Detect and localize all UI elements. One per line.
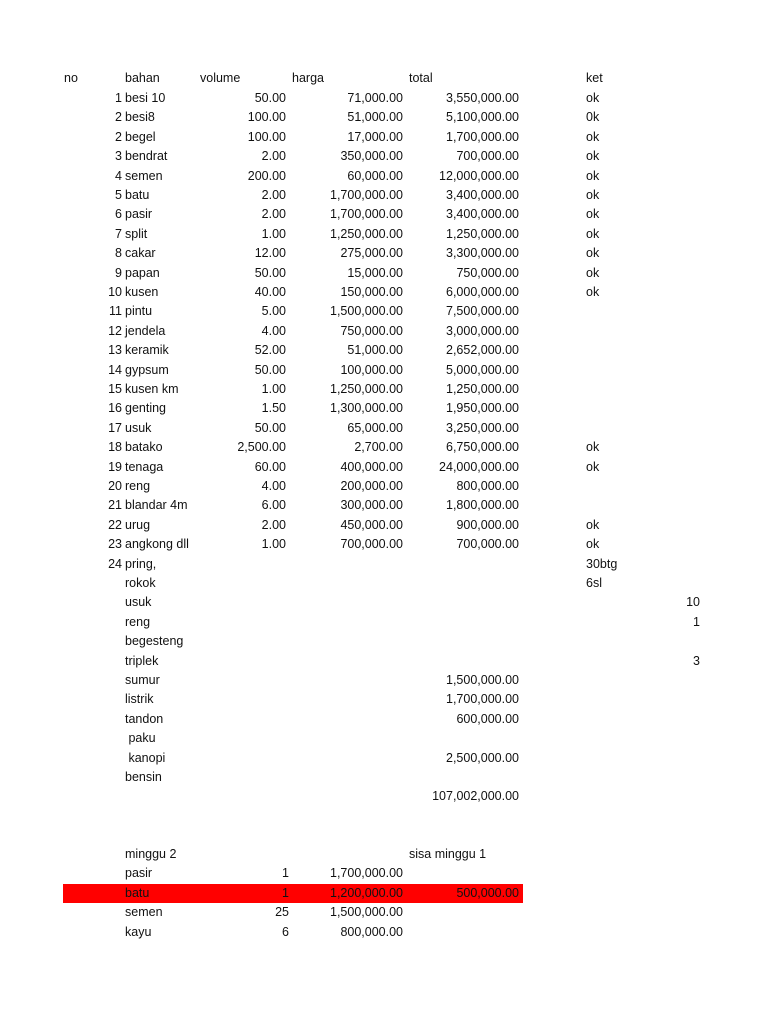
row-harga: 71,000.00: [347, 91, 403, 105]
row-total: 6,000,000.00: [446, 285, 519, 299]
row-harga: 15,000.00: [347, 266, 403, 280]
row-harga: 300,000.00: [340, 498, 403, 512]
row-ket: ok: [586, 537, 600, 551]
row-no: 22: [108, 518, 122, 532]
row-volume: 50.00: [254, 91, 286, 105]
row-total: 2,500,000.00: [446, 751, 519, 765]
row-no: 2: [115, 130, 122, 144]
row-volume: 2,500.00: [237, 440, 286, 454]
row-harga: 100,000.00: [340, 363, 403, 377]
row-ket: ok: [586, 460, 600, 474]
week2-bahan: pasir: [125, 866, 153, 880]
row-no: 19: [108, 460, 122, 474]
header-bahan: bahan: [125, 71, 160, 85]
row-total: 3,300,000.00: [446, 246, 519, 260]
row-ket: ok: [586, 130, 600, 144]
row-no: 4: [115, 169, 122, 183]
row-harga: 1,700,000.00: [330, 188, 403, 202]
row-bahan: split: [125, 227, 148, 241]
row-ket: ok: [586, 207, 600, 221]
row-ket: ok: [586, 266, 600, 280]
row-ket: ok: [586, 149, 600, 163]
row-ket: ok: [586, 188, 600, 202]
row-bahan: bendrat: [125, 149, 168, 163]
row-bahan: tenaga: [125, 460, 164, 474]
row-harga: 400,000.00: [340, 460, 403, 474]
row-total: 107,002,000.00: [432, 789, 519, 803]
row-total: 6,750,000.00: [446, 440, 519, 454]
row-bahan: reng: [125, 615, 151, 629]
row-volume: 100.00: [247, 130, 286, 144]
row-total: 1,700,000.00: [446, 130, 519, 144]
row-no: 15: [108, 382, 122, 396]
header-total: total: [409, 71, 433, 85]
row-bahan: semen: [125, 169, 163, 183]
row-total: 1,500,000.00: [446, 673, 519, 687]
row-no: 6: [115, 207, 122, 221]
header-no: no: [64, 71, 78, 85]
row-harga: 51,000.00: [347, 110, 403, 124]
row-bahan: paku: [125, 731, 156, 745]
row-bahan: angkong dll: [125, 537, 189, 551]
row-total: 3,250,000.00: [446, 421, 519, 435]
row-no: 17: [108, 421, 122, 435]
row-ket: ok: [586, 246, 600, 260]
row-bahan: kusen: [125, 285, 159, 299]
row-bahan: bensin: [125, 770, 162, 784]
week2-bahan: batu: [125, 886, 150, 900]
row-bahan: urug: [125, 518, 151, 532]
row-volume: 4.00: [261, 479, 286, 493]
row-harga: 275,000.00: [340, 246, 403, 260]
row-total: 700,000.00: [456, 537, 519, 551]
row-volume: 100.00: [247, 110, 286, 124]
row-volume: 200.00: [247, 169, 286, 183]
row-bahan: genting: [125, 401, 167, 415]
row-ket: ok: [586, 227, 600, 241]
row-harga: 2,700.00: [354, 440, 403, 454]
row-no: 14: [108, 363, 122, 377]
row-total: 2,652,000.00: [446, 343, 519, 357]
week2-harga: 1,200,000.00: [330, 886, 403, 900]
row-no: 20: [108, 479, 122, 493]
row-harga: 450,000.00: [340, 518, 403, 532]
header-harga: harga: [292, 71, 324, 85]
row-volume: 2.00: [261, 188, 286, 202]
row-ket: 6sl: [586, 576, 602, 590]
row-volume: 2.00: [261, 149, 286, 163]
row-harga: 350,000.00: [340, 149, 403, 163]
row-no: 10: [108, 285, 122, 299]
row-total: 1,700,000.00: [446, 692, 519, 706]
row-bahan: batako: [125, 440, 163, 454]
row-no: 23: [108, 537, 122, 551]
row-bahan: besi 10: [125, 91, 166, 105]
row-bahan: besi8: [125, 110, 155, 124]
row-total: 12,000,000.00: [439, 169, 519, 183]
week2-volume: 1: [282, 886, 289, 900]
row-bahan: blandar 4m: [125, 498, 188, 512]
row-extra: 3: [693, 654, 700, 668]
row-bahan: pintu: [125, 304, 153, 318]
row-no: 8: [115, 246, 122, 260]
row-bahan: gypsum: [125, 363, 169, 377]
row-bahan: kanopi: [125, 751, 166, 765]
row-no: 5: [115, 188, 122, 202]
row-bahan: cakar: [125, 246, 156, 260]
row-harga: 200,000.00: [340, 479, 403, 493]
row-volume: 52.00: [254, 343, 286, 357]
row-bahan: usuk: [125, 595, 152, 609]
row-volume: 1.00: [261, 382, 286, 396]
row-ket: 30btg: [586, 557, 618, 571]
row-bahan: reng: [125, 479, 151, 493]
week2-harga: 800,000.00: [340, 925, 403, 939]
row-total: 3,400,000.00: [446, 207, 519, 221]
row-harga: 1,250,000.00: [330, 382, 403, 396]
row-no: 12: [108, 324, 122, 338]
row-no: 7: [115, 227, 122, 241]
week2-volume: 25: [275, 905, 289, 919]
row-harga: 65,000.00: [347, 421, 403, 435]
week2-bahan: kayu: [125, 925, 152, 939]
row-harga: 1,700,000.00: [330, 207, 403, 221]
row-no: 24: [108, 557, 122, 571]
row-harga: 1,250,000.00: [330, 227, 403, 241]
week2-title: minggu 2: [125, 847, 177, 861]
row-bahan: sumur: [125, 673, 160, 687]
row-total: 5,000,000.00: [446, 363, 519, 377]
week2-harga: 1,500,000.00: [330, 905, 403, 919]
row-total: 800,000.00: [456, 479, 519, 493]
row-total: 600,000.00: [456, 712, 519, 726]
row-bahan: triplek: [125, 654, 159, 668]
row-harga: 750,000.00: [340, 324, 403, 338]
week2-volume: 6: [282, 925, 289, 939]
row-total: 1,250,000.00: [446, 382, 519, 396]
row-no: 11: [109, 304, 122, 318]
week2-volume: 1: [282, 866, 289, 880]
row-bahan: begesteng: [125, 634, 184, 648]
row-volume: 1.00: [261, 227, 286, 241]
row-no: 18: [108, 440, 122, 454]
row-volume: 50.00: [254, 421, 286, 435]
row-ket: ok: [586, 440, 600, 454]
row-total: 1,800,000.00: [446, 498, 519, 512]
row-total: 5,100,000.00: [446, 110, 519, 124]
row-volume: 1.50: [261, 401, 286, 415]
row-ket: ok: [586, 91, 600, 105]
row-total: 900,000.00: [456, 518, 519, 532]
row-harga: 51,000.00: [347, 343, 403, 357]
row-bahan: begel: [125, 130, 156, 144]
row-volume: 40.00: [254, 285, 286, 299]
row-total: 3,400,000.00: [446, 188, 519, 202]
row-bahan: usuk: [125, 421, 152, 435]
row-bahan: rokok: [125, 576, 156, 590]
row-volume: 5.00: [261, 304, 286, 318]
row-bahan: jendela: [125, 324, 166, 338]
row-bahan: batu: [125, 188, 150, 202]
week2-remaining-label: sisa minggu 1: [409, 847, 487, 861]
row-total: 3,000,000.00: [446, 324, 519, 338]
row-harga: 1,500,000.00: [330, 304, 403, 318]
row-harga: 1,300,000.00: [330, 401, 403, 415]
row-bahan: tandon: [125, 712, 164, 726]
header-ket: ket: [586, 71, 603, 85]
row-total: 1,950,000.00: [446, 401, 519, 415]
row-volume: 50.00: [254, 266, 286, 280]
row-ket: ok: [586, 169, 600, 183]
row-total: 700,000.00: [456, 149, 519, 163]
row-total: 7,500,000.00: [446, 304, 519, 318]
week2-sisa: 500,000.00: [456, 886, 519, 900]
row-bahan: papan: [125, 266, 160, 280]
row-total: 750,000.00: [456, 266, 519, 280]
row-no: 13: [108, 343, 122, 357]
row-no: 21: [108, 498, 122, 512]
header-volume: volume: [200, 71, 241, 85]
row-harga: 700,000.00: [340, 537, 403, 551]
row-ket: 0k: [586, 110, 600, 124]
row-volume: 2.00: [261, 207, 286, 221]
row-bahan: pasir: [125, 207, 153, 221]
row-no: 16: [108, 401, 122, 415]
row-harga: 60,000.00: [347, 169, 403, 183]
week2-harga: 1,700,000.00: [330, 866, 403, 880]
week2-bahan: semen: [125, 905, 163, 919]
row-no: 2: [115, 110, 122, 124]
row-volume: 2.00: [261, 518, 286, 532]
row-total: 3,550,000.00: [446, 91, 519, 105]
row-extra: 10: [686, 595, 700, 609]
row-volume: 1.00: [261, 537, 286, 551]
row-volume: 4.00: [261, 324, 286, 338]
row-volume: 12.00: [254, 246, 286, 260]
row-no: 3: [115, 149, 122, 163]
row-volume: 60.00: [254, 460, 286, 474]
row-total: 24,000,000.00: [439, 460, 519, 474]
row-no: 1: [115, 91, 122, 105]
row-harga: 17,000.00: [347, 130, 403, 144]
row-ket: ok: [586, 285, 600, 299]
row-no: 9: [115, 266, 122, 280]
row-ket: ok: [586, 518, 600, 532]
row-total: 1,250,000.00: [446, 227, 519, 241]
row-bahan: keramik: [125, 343, 169, 357]
row-extra: 1: [693, 615, 700, 629]
row-harga: 150,000.00: [340, 285, 403, 299]
row-bahan: kusen km: [125, 382, 179, 396]
row-volume: 50.00: [254, 363, 286, 377]
row-bahan: listrik: [125, 692, 154, 706]
row-bahan: pring,: [125, 557, 157, 571]
row-volume: 6.00: [261, 498, 286, 512]
